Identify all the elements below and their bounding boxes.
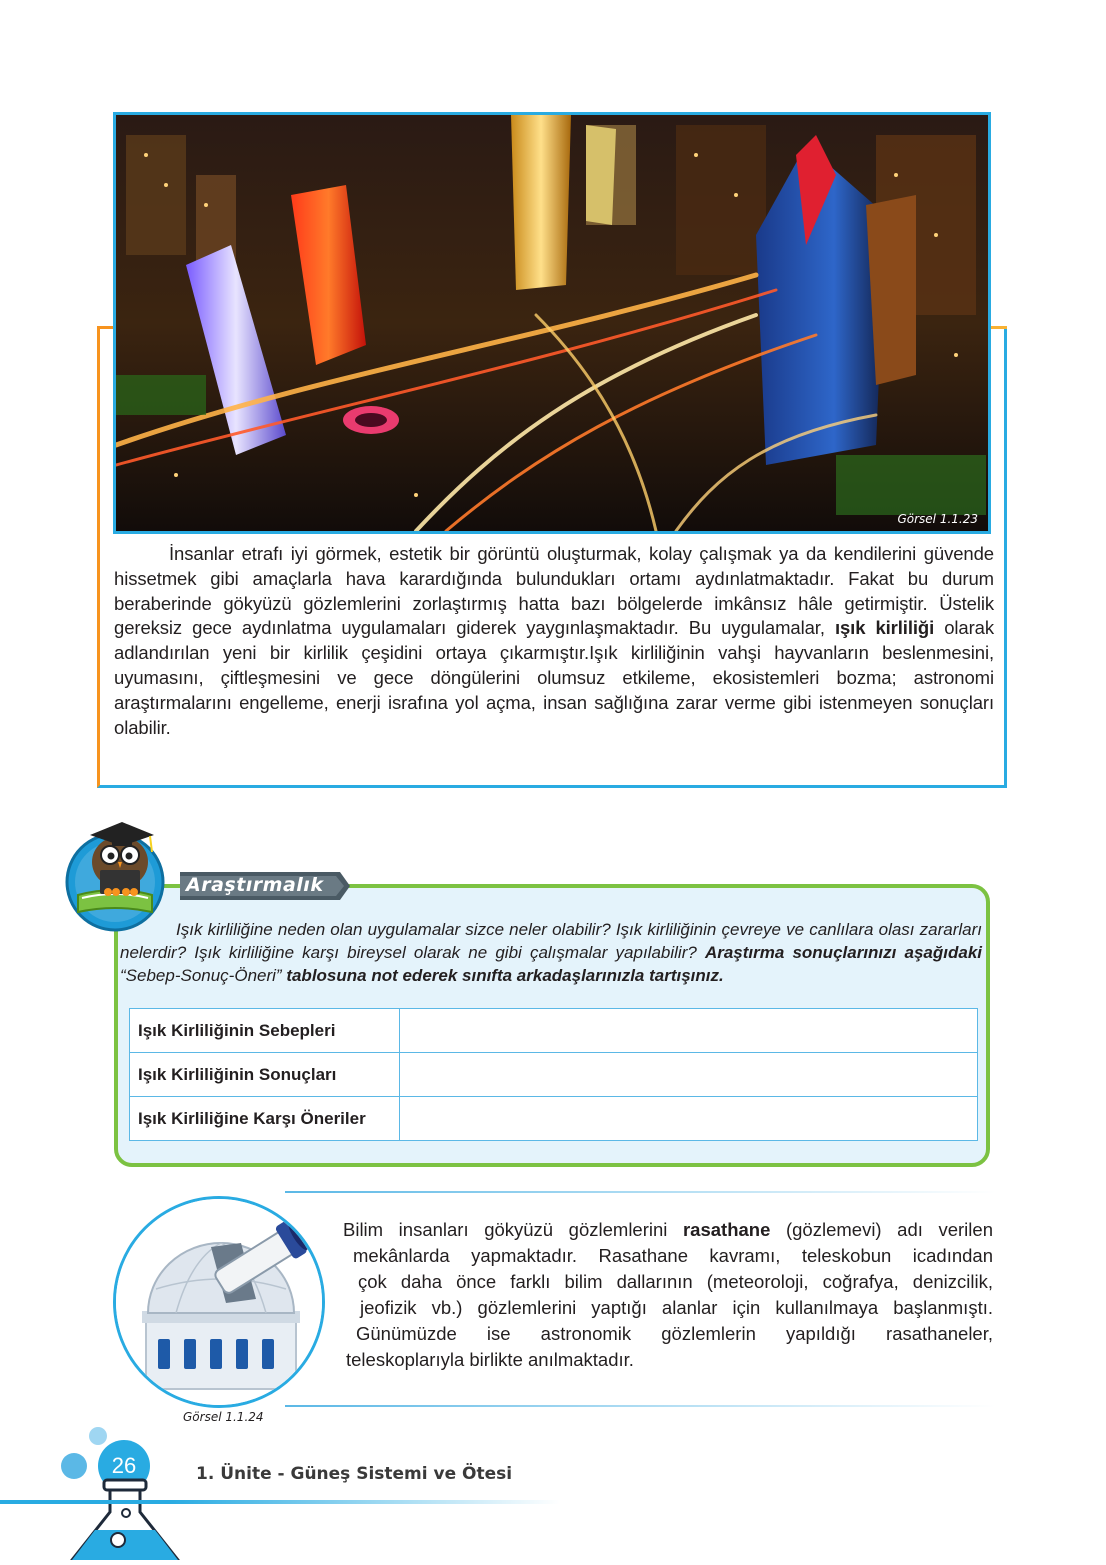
table-row (130, 1009, 978, 1053)
research-title-bar (180, 872, 350, 900)
observatory-top-line (285, 1191, 995, 1193)
research-question (120, 918, 982, 987)
research-instruction-bold-1: Araştırma sonuçlarınızı aşağıdaki (704, 943, 982, 962)
table-row-label: Işık Kirliliğinin Sebepleri (130, 1009, 400, 1053)
table-row-answer-field[interactable] (400, 1097, 978, 1141)
research-instruction-quote: “Sebep-Sonuç-Öneri” (120, 966, 287, 985)
table-row (130, 1097, 978, 1141)
observatory-bold-term: rasathane (682, 1219, 771, 1240)
cause-effect-table (129, 1008, 978, 1141)
intro-text-1: İnsanlar etrafı iyi görmek, estetik bir görüntü oluşturmak, kolay çalışmak ya da kendilerini güvende hissetmek gibi amaçlarla hava karardığında bulundukları ortamı aydınlatmaktadır. Fakat bu durum beraberinde gökyüzü gözlemlerini zorlaştırmış hatta bazı bölgelerde imkânsız hâle getirmiştir. Üstelik gereksiz gece aydınlatma uygulamaları giderek yaygınlaşmaktadır. Bu uygulamalar, (114, 543, 994, 639)
intro-bold-term: ışık kirliliği (834, 617, 935, 639)
owl-mascot-icon (60, 800, 190, 935)
intro-text-2: olarak adlandırılan yeni bir kirlilik çeşidini ortaya çıkarmıştır.Işık kirliliğinin vahşi hayvanların beslenmesini, uyumasını, çiftleşmesini ve gece döngülerini olumsuz etkileme, ekosistemleri bozma; astronomi araştırmalarını engelleme, enerji israfına yol açma, insan sağlığına zarar verme gibi istenmeyen sonuçları olabilir. (114, 617, 995, 738)
footer-line (0, 1500, 560, 1504)
table-row-answer-field[interactable] (400, 1009, 978, 1053)
observatory-text-line-5: Günümüzde ise astronomik gözlemlerin yapıldığı rasathaneler, (356, 1323, 993, 1344)
city-night-illustration (116, 115, 988, 531)
observatory-bottom-line (285, 1405, 995, 1407)
table-row (130, 1053, 978, 1097)
observatory-image (113, 1196, 325, 1408)
observatory-text-line-2: mekânlarda yapmaktadır. Rasathane kavramı, teleskobun icadından (353, 1245, 993, 1266)
photo-caption: Görsel 1.1.23 (897, 512, 978, 526)
observatory-text-line-3: çok daha önce farklı bilim dallarının (meteoroloji, coğrafya, denizcilik, (358, 1271, 993, 1292)
observatory-caption: Görsel 1.1.24 (183, 1410, 264, 1424)
observatory-text-line-6: teleskoplarıyla birlikte anılmaktadır. (346, 1349, 634, 1370)
unit-title: 1. Ünite - Güneş Sistemi ve Ötesi (196, 1464, 513, 1484)
city-night-photo (113, 112, 991, 534)
observatory-icon (116, 1199, 322, 1405)
research-title: Araştırmalık (186, 874, 324, 896)
research-question-text: Işık kirliliğine neden olan uygulamalar sizce neler olabilir? Işık kirliliğinin çevreye ve canlılara olası zararları nelerdir? Işık kirliliğine karşı bireysel olarak ne gibi çalışmalar yapılabilir? (120, 920, 982, 962)
table-row-answer-field[interactable] (400, 1053, 978, 1097)
table-row-label: Işık Kirliliğinin Sonuçları (130, 1053, 400, 1097)
intro-paragraph (114, 542, 994, 740)
observatory-text-line-1: Bilim insanları gökyüzü gözlemlerini rasathane (gözlemevi) adı verilen (343, 1219, 993, 1240)
research-instruction-bold-2: tablosuna not ederek sınıfta arkadaşlarınızla tartışınız. (286, 966, 724, 985)
table-row-label: Işık Kirliliğine Karşı Öneriler (130, 1097, 400, 1141)
observatory-text-line-4: jeofizik vb.) gözlemlerini yaptığı alanlar için kullanılmaya başlanmıştı. (360, 1297, 993, 1318)
page-number: 26 (111, 1453, 137, 1478)
